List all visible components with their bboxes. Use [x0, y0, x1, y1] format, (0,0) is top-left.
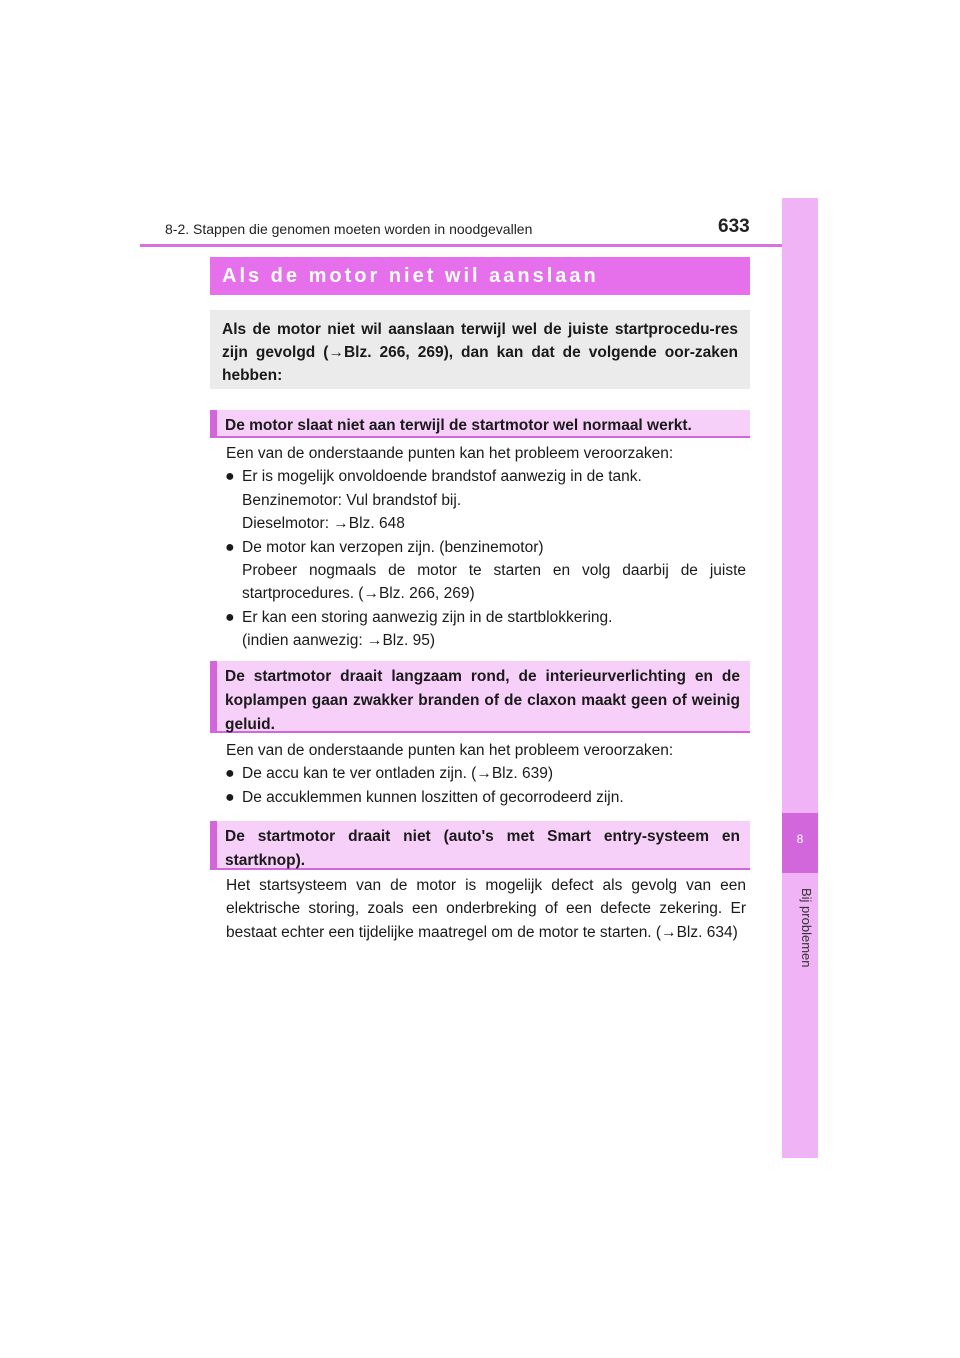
bullet-detail: (indien aanwezig: →Blz. 95)	[242, 632, 435, 650]
list-item	[226, 762, 746, 785]
bullet-detail: Benzinemotor: Vul brandstof bij.	[242, 491, 462, 509]
chapter-label: Bij problemen	[799, 888, 814, 968]
page-number: 633	[718, 216, 750, 237]
section-2-body	[226, 739, 746, 809]
bullet-icon: ●	[225, 608, 235, 626]
section-1-lead: Een van de onderstaande punten kan het probleem veroorzaken:	[226, 445, 674, 462]
page-title-bar	[210, 257, 750, 295]
page-title: Als de motor niet wil aanslaan	[222, 264, 599, 287]
list-item	[226, 465, 746, 488]
bullet-icon: ●	[225, 468, 235, 486]
bullet-icon: ●	[225, 538, 235, 556]
list-item	[226, 606, 746, 629]
section-2-lead: Een van de onderstaande punten kan het probleem veroorzaken:	[226, 742, 674, 759]
bullet-text: Er kan een storing aanwezig zijn in de startblokkering.	[242, 608, 613, 626]
section-2-heading: De startmotor draait langzaam rond, de interieurverlichting en de koplampen gaan zwakker branden of de claxon maakt geen of weinig geluid.	[210, 661, 750, 733]
bullet-detail: Probeer nogmaals de motor te starten en volg daarbij de juiste startprocedures. (→Blz. 266, 269)	[242, 562, 746, 603]
bullet-text: De accu kan te ver ontladen zijn. (→Blz. 639)	[242, 765, 554, 783]
header-section-title: 8-2. Stappen die genomen moeten worden in noodgevallen	[165, 221, 533, 237]
section-3-paragraph: Het startsysteem van de motor is mogelijk defect als gevolg van een elektrische storing, zoals een onderbreking of een defecte zekering. Er bestaat echter een tijdelijke maatregel om de motor te starten. (→Blz. 634)	[226, 877, 746, 941]
bullet-text: De motor kan verzopen zijn. (benzinemotor)	[242, 538, 544, 556]
list-item	[226, 786, 746, 809]
bullet-detail: Dieselmotor: →Blz. 648	[242, 515, 405, 533]
list-item	[226, 536, 746, 559]
chapter-number: 8	[796, 832, 804, 846]
section-1-heading: De motor slaat niet aan terwijl de startmotor wel normaal werkt.	[210, 410, 750, 438]
bullet-text: Er is mogelijk onvoldoende brandstof aanwezig in de tank.	[242, 468, 642, 486]
intro-box: Als de motor niet wil aanslaan terwijl wel de juiste startprocedu-res zijn gevolgd (→Blz. 266, 269), dan kan dat de volgende oor-zaken hebben:	[210, 310, 750, 389]
header-rule	[140, 244, 818, 247]
section-3-heading: De startmotor draait niet (auto's met Smart entry-systeem en startknop).	[210, 821, 750, 870]
chapter-side-tab	[782, 198, 818, 1158]
bullet-icon: ●	[225, 788, 235, 806]
section-1-body	[226, 442, 746, 653]
bullet-icon: ●	[225, 765, 235, 783]
bullet-text: De accuklemmen kunnen loszitten of gecorrodeerd zijn.	[242, 788, 624, 806]
